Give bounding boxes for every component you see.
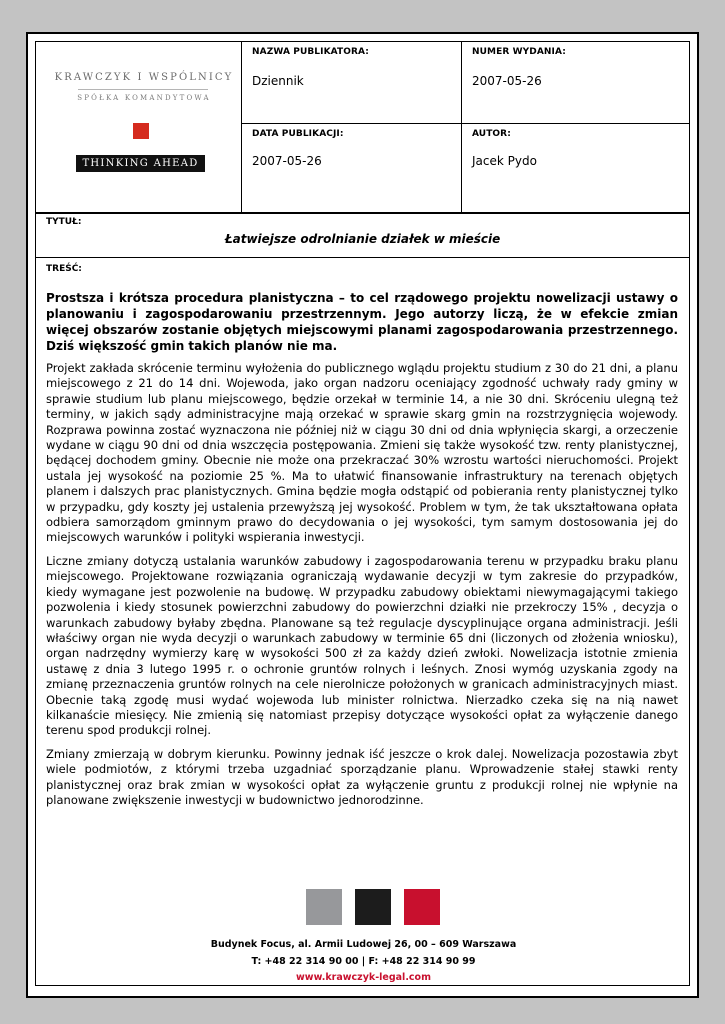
article-body bbox=[46, 290, 678, 816]
footer-phone: T: +48 22 314 90 00 | F: +48 22 314 90 99 bbox=[251, 956, 476, 967]
logo-square-icon bbox=[133, 123, 149, 139]
author-value: Jacek Pydo bbox=[472, 154, 537, 168]
divider bbox=[241, 123, 689, 124]
logo-tagline: THINKING AHEAD bbox=[76, 155, 205, 172]
article-paragraph: Projekt zakłada skrócenie terminu wyłożenia do publicznego wglądu projektu studium z 30 do 21 dni, a planu miejscowego z 21 do 14 dni. Wojewoda, jako organ nadzoru oceniający zgodność uchwały rady gminy w sprawie studium lub planu miejscowego, będzie orzekał w terminie 14, a nie 30 dni. Skróceniu ulegną też terminy, w jakich sądy administracyjne mają orzekać w sprawie skarg gmin na rozstrzygnięcia wojewody. Rozprawa powinna zostać wyznaczona nie później niż w ciągu 30 dni od dnia wpłynięcia skargi, a orzeczenie wydane w ciągu 90 dni od dnia wszczęcia postępowania. Zmieni się także wysokość tzw. renty planistycznej, będącej dochodem gminy. Obecnie nie może ona przekraczać 30% wzrostu wartości nieruchomości. Projekt ustala jej wysokość na poziomie 25 %. Ma to ułatwić finansowanie infrastruktury na terenach objętych planem i dalszych prac planistycznych. Gmina będzie mogła odstąpić od pobierania renty planistycznej tylko w przypadku, gdy koszty jej ustalenia przewyższą jej wysokość. Problem w tym, że tak ukształtowana opłata odbiera samorządom gminnym prawo do decydowania o jej wysokości, tym samym dostosowania jej do miejscowych warunków i polityki wspierania inwestycji. bbox=[46, 361, 678, 545]
footer-square-black bbox=[355, 889, 391, 925]
title-row bbox=[36, 212, 689, 258]
footer-square-gray bbox=[306, 889, 342, 925]
footer-website-link[interactable]: www.krawczyk-legal.com bbox=[296, 972, 431, 983]
body-label: TREŚĆ: bbox=[46, 264, 82, 274]
author-label: AUTOR: bbox=[472, 129, 511, 139]
footer-address: Budynek Focus, al. Armii Ludowej 26, 00 – 609 Warszawa bbox=[210, 939, 517, 950]
title-label: TYTUŁ: bbox=[46, 217, 82, 227]
logo-firm-name: KRAWCZYK I WSPÓLNICY bbox=[54, 72, 234, 83]
document-frame bbox=[35, 41, 690, 986]
article-paragraph: Zmiany zmierzają w dobrym kierunku. Powinny jednak iść jeszcze o krok dalej. Nowelizacja pozostawia zbyt wiele podmiotów, z którymi trzeba uzgadniać sporządzanie planu. Wprowadzenie stałej stawki renty planistycznej oraz brak zmian w wysokości opłat za wyłączenie gruntu z produkcji rolnej nie wpłynie na planowane zwiększenie inwestycji w budownictwo jednorodzinne. bbox=[46, 746, 678, 807]
header-grid bbox=[36, 42, 689, 214]
divider bbox=[461, 42, 462, 212]
issue-label: NUMER WYDANIA: bbox=[472, 47, 566, 57]
article-title: Łatwiejsze odrolnianie działek w mieście bbox=[224, 232, 501, 246]
footer-square-red bbox=[404, 889, 440, 925]
publisher-value: Dziennik bbox=[252, 74, 304, 88]
issue-value: 2007-05-26 bbox=[472, 74, 542, 88]
divider bbox=[241, 42, 242, 212]
document-page bbox=[26, 32, 699, 998]
article-paragraph: Liczne zmiany dotyczą ustalania warunków zabudowy i zagospodarowania terenu w przypadku braku planu miejscowego. Projektowane rozwiązania ograniczają wydawanie decyzji w tym zakresie do przypadków, kiedy wymagane jest pozwolenie na budowę. W przypadku zabudowy obiektami niewymagającymi takiego pozwolenia i kiedy stosunek powierzchni zabudowy do powierzchni działki nie przekroczy 15% , decyzja o warunkach zabudowy byłaby zbędna. Planowane są też regulacje dyscyplinujące organa administracji. Jeśli właściwy organ nie wyda decyzji o warunkach zabudowy w terminie 65 dni (liczonych od złożenia wniosku), organ nadrzędny wymierzy karę w wysokości 500 zł za każdy dzień zwłoki. Nowelizacja istotnie zmienia ustawę z dnia 3 lutego 1995 r. o ochronie gruntów rolnych i leśnych. Znosi wymóg uzyskania zgody na zmianę przeznaczenia gruntów rolnych na cele nierolnicze położonych w granicach administracyjnych miast. Obecnie taką zgodę musi wydać wojewoda lub minister rolnictwa. Nierzadko czeka się na nią nawet kilkanaście miesięcy. Nie zmienią się natomiast przepisy dotyczące wysokości opłat za wyłączenie danego terenu spod produkcji rolnej. bbox=[46, 553, 678, 738]
footer-logo-squares bbox=[306, 889, 441, 925]
date-label: DATA PUBLIKACJI: bbox=[252, 129, 344, 139]
logo-divider bbox=[78, 89, 208, 90]
date-value: 2007-05-26 bbox=[252, 154, 322, 168]
article-lead: Prostsza i krótsza procedura planistyczna – to cel rządowego projektu nowelizacji ustawy o planowaniu i zagospodarowaniu przestrzennym. Jego autorzy liczą, że w efekcie zmian więcej obszarów zostanie objętych miejscowymi planami zagospodarowania przestrzennego. Dziś większość gmin takich planów nie ma. bbox=[46, 291, 678, 353]
publisher-label: NAZWA PUBLIKATORA: bbox=[252, 47, 369, 57]
logo-subtitle: SPÓŁKA KOMANDYTOWA bbox=[77, 94, 211, 102]
